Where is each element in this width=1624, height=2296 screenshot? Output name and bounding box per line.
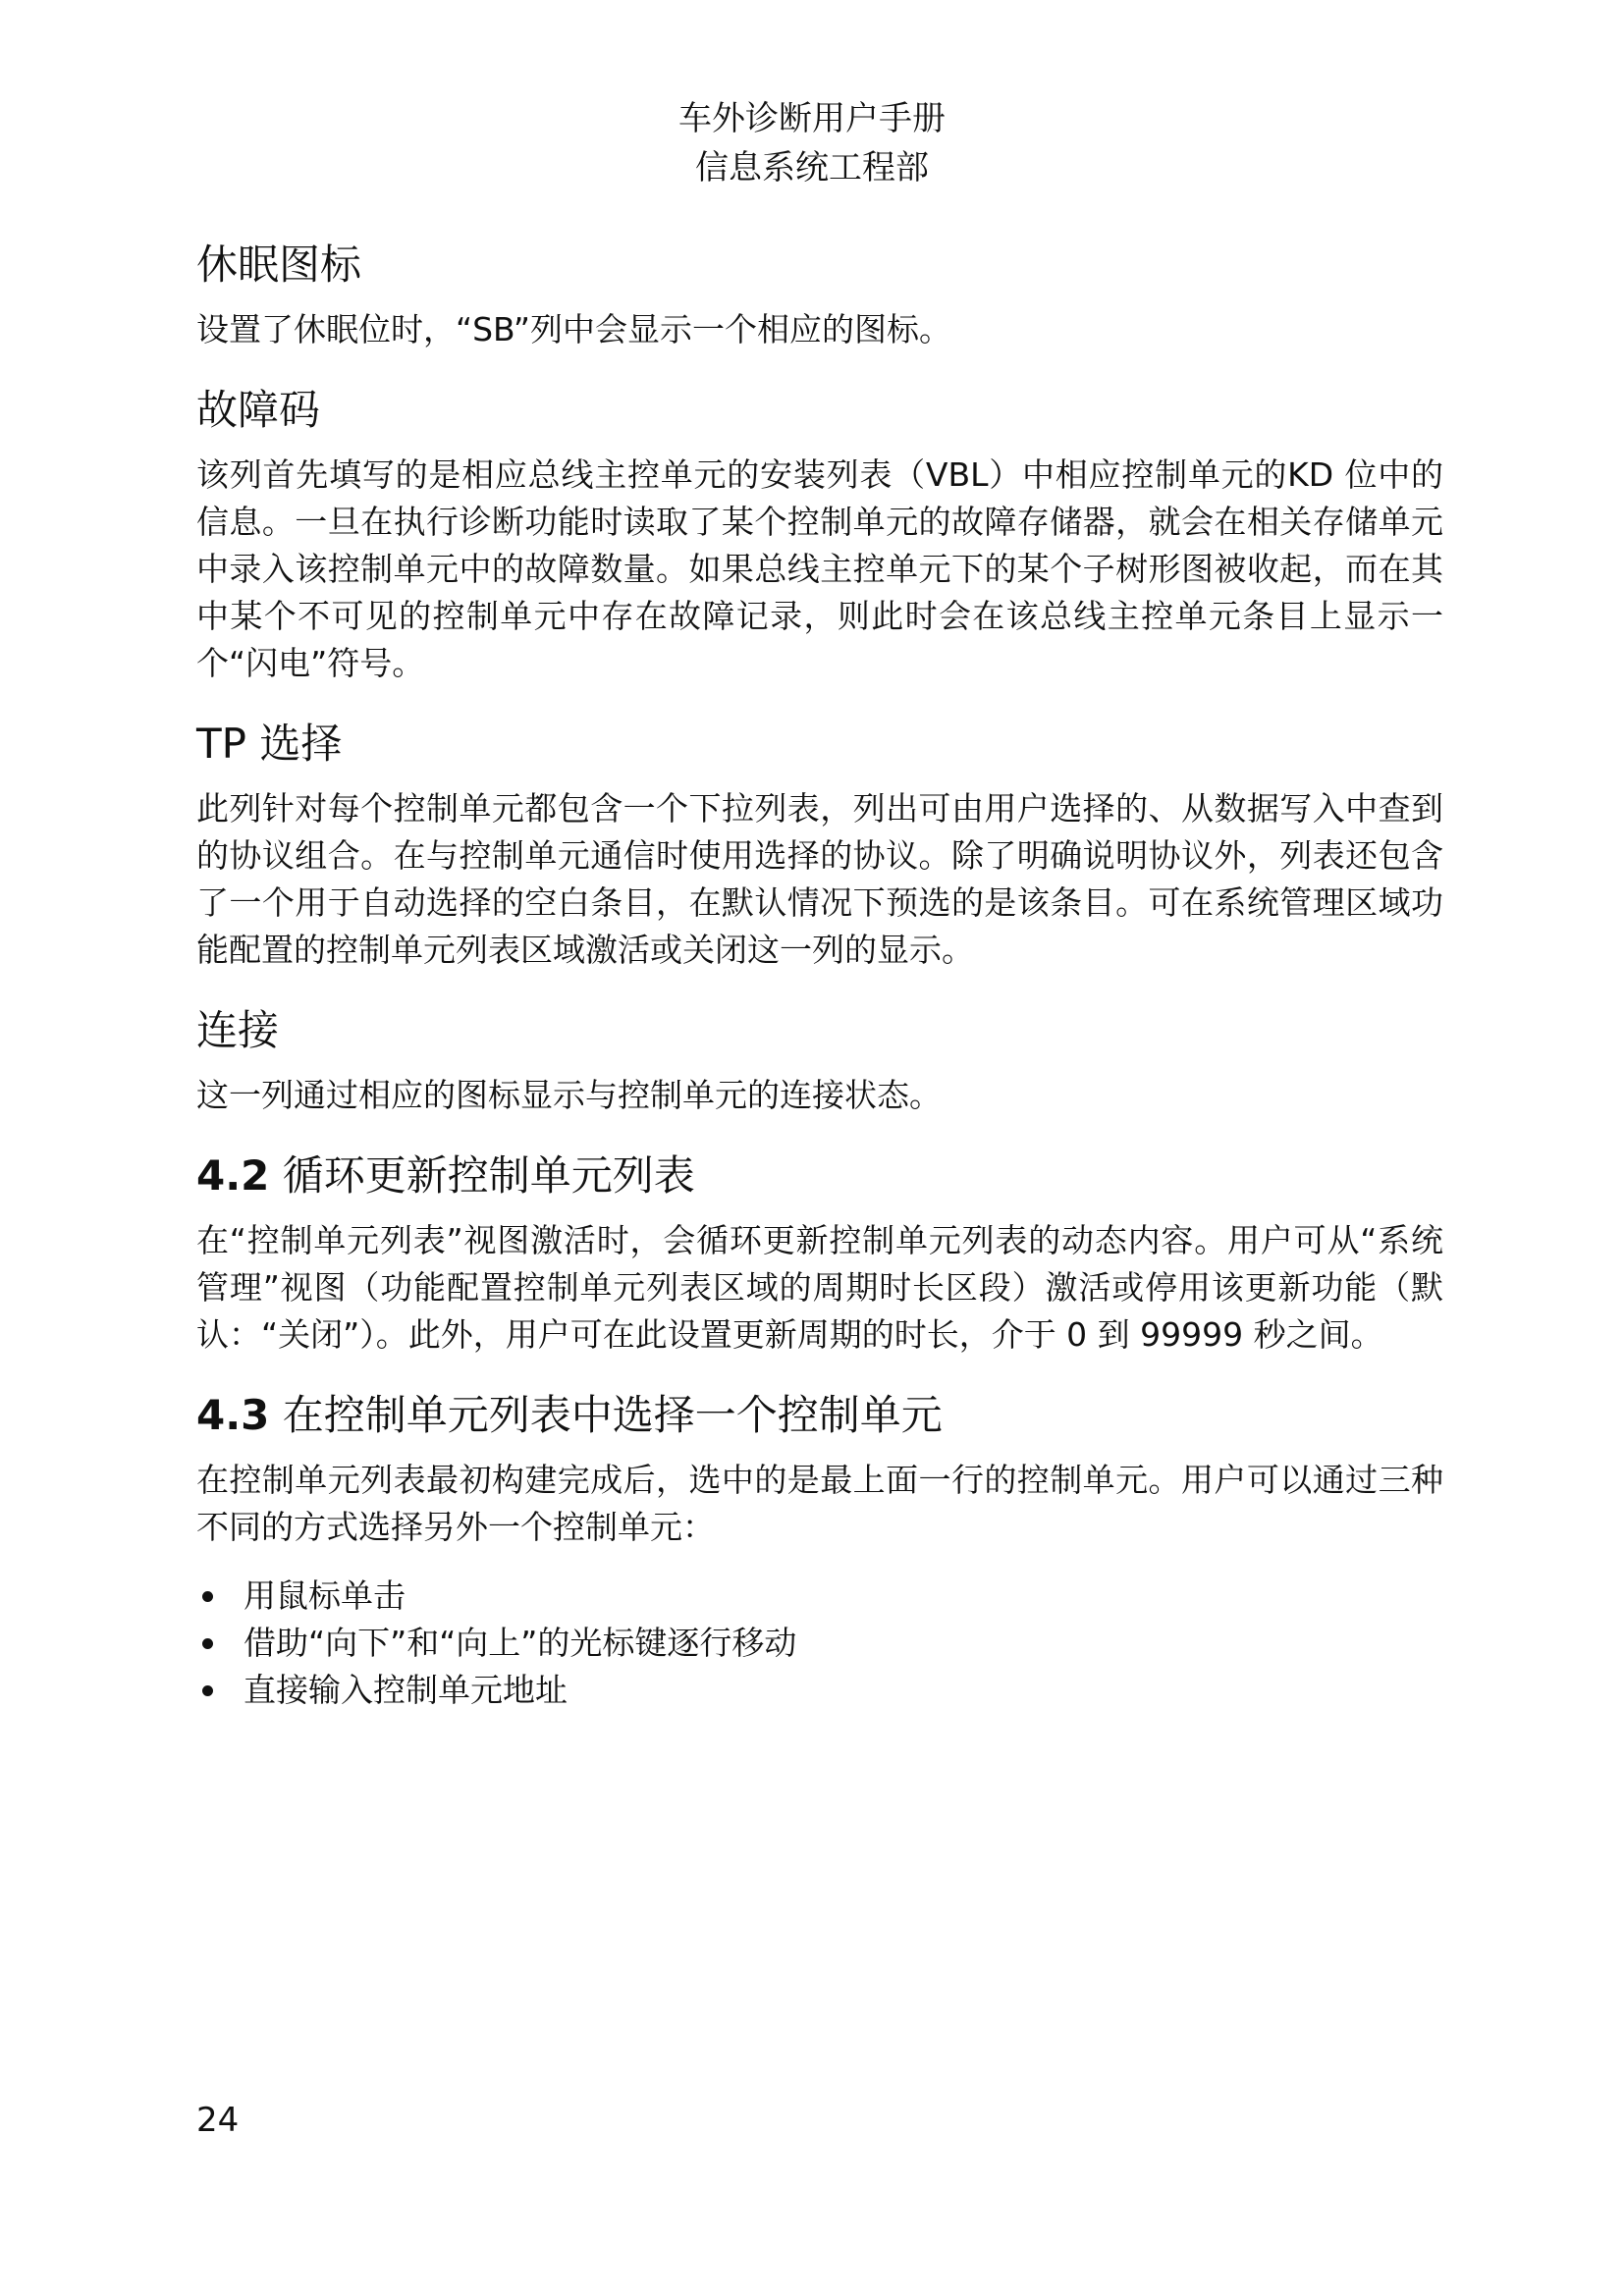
section-heading-text: 循环更新控制单元列表: [282, 1151, 695, 1200]
list-item-text: 直接输入控制单元地址: [244, 1671, 568, 1709]
list-item: [196, 1620, 1443, 1667]
header-manual-title: 车外诊断用户手册: [678, 99, 946, 138]
section-paragraph: 设置了休眠位时，“SB”列中会显示一个相应的图标。: [196, 310, 951, 348]
section-fault-code: [196, 381, 1443, 687]
list-item: [196, 1667, 1443, 1714]
header-department: 信息系统工程部: [695, 148, 929, 187]
selection-methods-list: [196, 1573, 1443, 1714]
section-paragraph: 该列首先填写的是相应总线主控单元的安装列表（VBL）中相应控制单元的KD 位中的信息。一旦在执行诊断功能时读取了某个控制单元的故障存储器，就会在相关存储单元中录入该控制单元中的故障数量。如果总线主控单元下的某个子树形图被收起，而在其中某个不可见的控制单元中存在故障记录，则此时会在该总线主控单元条目上显示一个“闪电”符号。: [196, 455, 1443, 682]
section-sleep-icon: [196, 236, 1443, 353]
section-heading: [196, 1386, 1443, 1445]
page-content: [196, 236, 1443, 1714]
section-heading-text: 休眠图标: [196, 240, 362, 289]
bullet-icon: [202, 1591, 213, 1602]
section-heading-text: 故障码: [196, 386, 321, 434]
section-connection: [196, 1001, 1443, 1119]
section-heading-text: 在控制单元列表中选择一个控制单元: [282, 1391, 943, 1439]
section-heading-text: TP 选择: [196, 720, 343, 768]
bullet-icon: [202, 1685, 213, 1696]
section-4-3-select-control-unit: [196, 1386, 1443, 1714]
section-paragraph: 此列针对每个控制单元都包含一个下拉列表，列出可由用户选择的、从数据写入中查到的协议组合。在与控制单元通信时使用选择的协议。除了明确说明协议外，列表还包含了一个用于自动选择的空白条目，在默认情况下预选的是该条目。可在系统管理区域功能配置的控制单元列表区域激活或关闭这一列的显示。: [196, 789, 1443, 969]
section-heading-text: 连接: [196, 1006, 280, 1054]
list-item-text: 用鼠标单击: [244, 1576, 406, 1615]
list-item: [196, 1573, 1443, 1620]
section-heading: [196, 236, 1443, 294]
section-heading: [196, 715, 1443, 774]
list-item-text: 借助“向下”和“向上”的光标键逐行移动: [244, 1624, 797, 1662]
section-heading: [196, 1147, 1443, 1205]
section-tp-selection: [196, 715, 1443, 974]
page-number: 24: [196, 2101, 240, 2140]
bullet-icon: [202, 1638, 213, 1649]
section-number: 4.3: [196, 1391, 270, 1439]
section-paragraph: 在控制单元列表最初构建完成后，选中的是最上面一行的控制单元。用户可以通过三种不同的方式选择另外一个控制单元：: [196, 1461, 1443, 1546]
section-4-2-cyclic-update: [196, 1147, 1443, 1359]
section-number: 4.2: [196, 1151, 270, 1200]
section-paragraph: 在“控制单元列表”视图激活时，会循环更新控制单元列表的动态内容。用户可从“系统管理”视图（功能配置控制单元列表区域的周期时长区段）激活或停用该更新功能（默认：“关闭”）。此外，用户可在此设置更新周期的时长，介于 0 到 99999 秒之间。: [196, 1221, 1443, 1354]
section-heading: [196, 1001, 1443, 1060]
section-heading: [196, 381, 1443, 440]
section-paragraph: 这一列通过相应的图标显示与控制单元的连接状态。: [196, 1076, 942, 1114]
running-header: [0, 94, 1624, 192]
